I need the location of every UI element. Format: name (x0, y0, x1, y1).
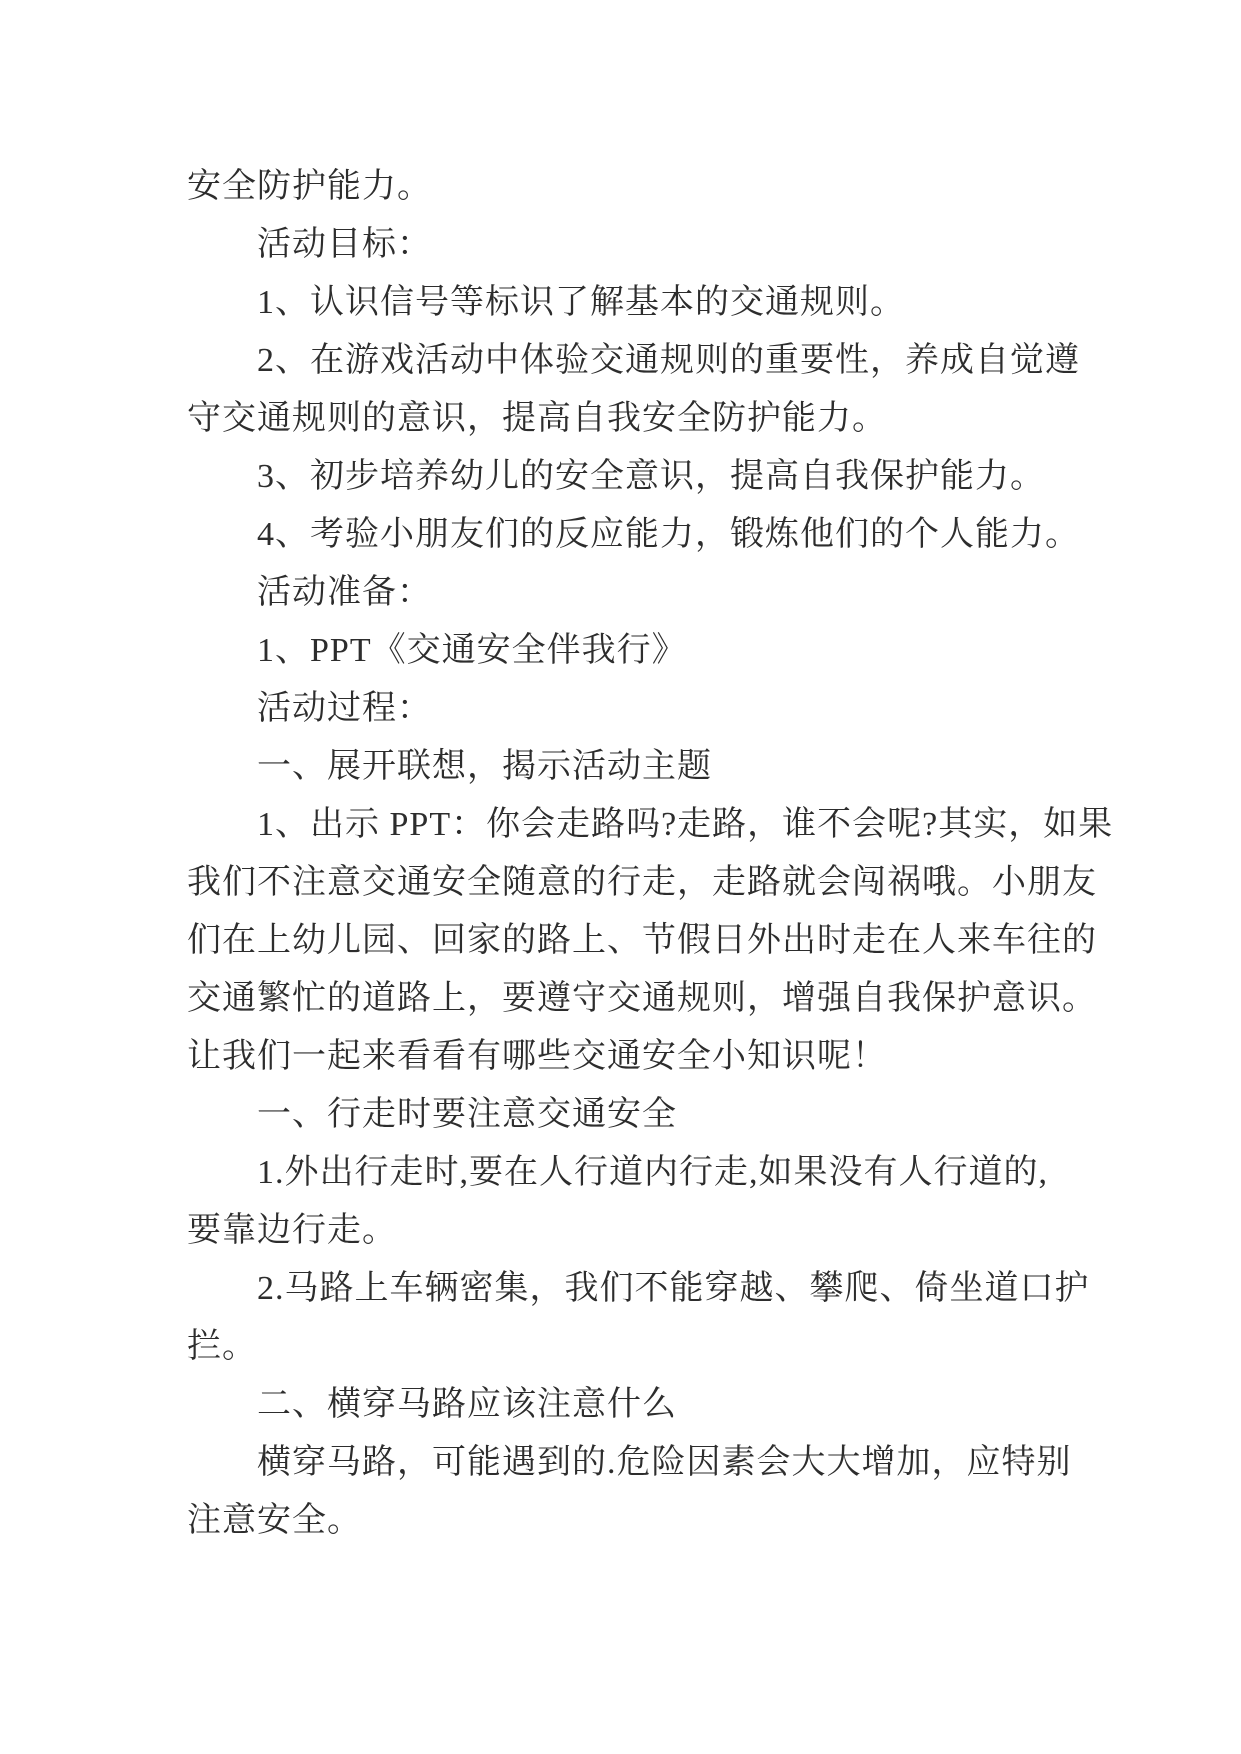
text-line: 1、认识信号等标识了解基本的交通规则。 (257, 284, 905, 321)
text-line: 安全防护能力。 (187, 168, 432, 205)
text-line: 活动准备： (257, 574, 432, 611)
document-body (187, 158, 1114, 1550)
text-line: 交通繁忙的道路上，要遵守交通规则，增强自我保护意识。 (187, 980, 1097, 1017)
text-line: 1.外出行走时,要在人行道内行走,如果没有人行道的, (257, 1154, 1048, 1191)
text-line: 注意安全。 (187, 1502, 362, 1539)
text-line: 活动目标： (257, 226, 432, 263)
text-line: 守交通规则的意识，提高自我安全防护能力。 (187, 400, 887, 437)
text-line: 1、PPT《交通安全伴我行》 (257, 632, 687, 669)
text-line: 活动过程： (257, 690, 432, 727)
text-line: 拦。 (187, 1328, 257, 1365)
text-line: 要靠边行走。 (187, 1212, 397, 1249)
text-line: 一、展开联想，揭示活动主题 (257, 748, 712, 785)
text-line: 3、初步培养幼儿的安全意识，提高自我保护能力。 (257, 458, 1045, 495)
text-line: 们在上幼儿园、回家的路上、节假日外出时走在人来车往的 (187, 922, 1097, 959)
text-line: 4、考验小朋友们的反应能力，锻炼他们的个人能力。 (257, 516, 1080, 553)
text-line: 2.马路上车辆密集，我们不能穿越、攀爬、倚坐道口护 (257, 1270, 1090, 1307)
text-line: 横穿马路，可能遇到的.危险因素会大大增加，应特别 (257, 1444, 1072, 1481)
text-line: 让我们一起来看看有哪些交通安全小知识呢！ (187, 1038, 887, 1075)
text-line: 1、出示 PPT：你会走路吗?走路，谁不会呢?其实，如果 (257, 806, 1114, 843)
text-line: 2、在游戏活动中体验交通规则的重要性，养成自觉遵 (257, 342, 1080, 379)
text-line: 一、行走时要注意交通安全 (257, 1096, 677, 1133)
text-line: 我们不注意交通安全随意的行走，走路就会闯祸哦。小朋友 (187, 864, 1097, 901)
text-line: 二、横穿马路应该注意什么 (257, 1386, 677, 1423)
